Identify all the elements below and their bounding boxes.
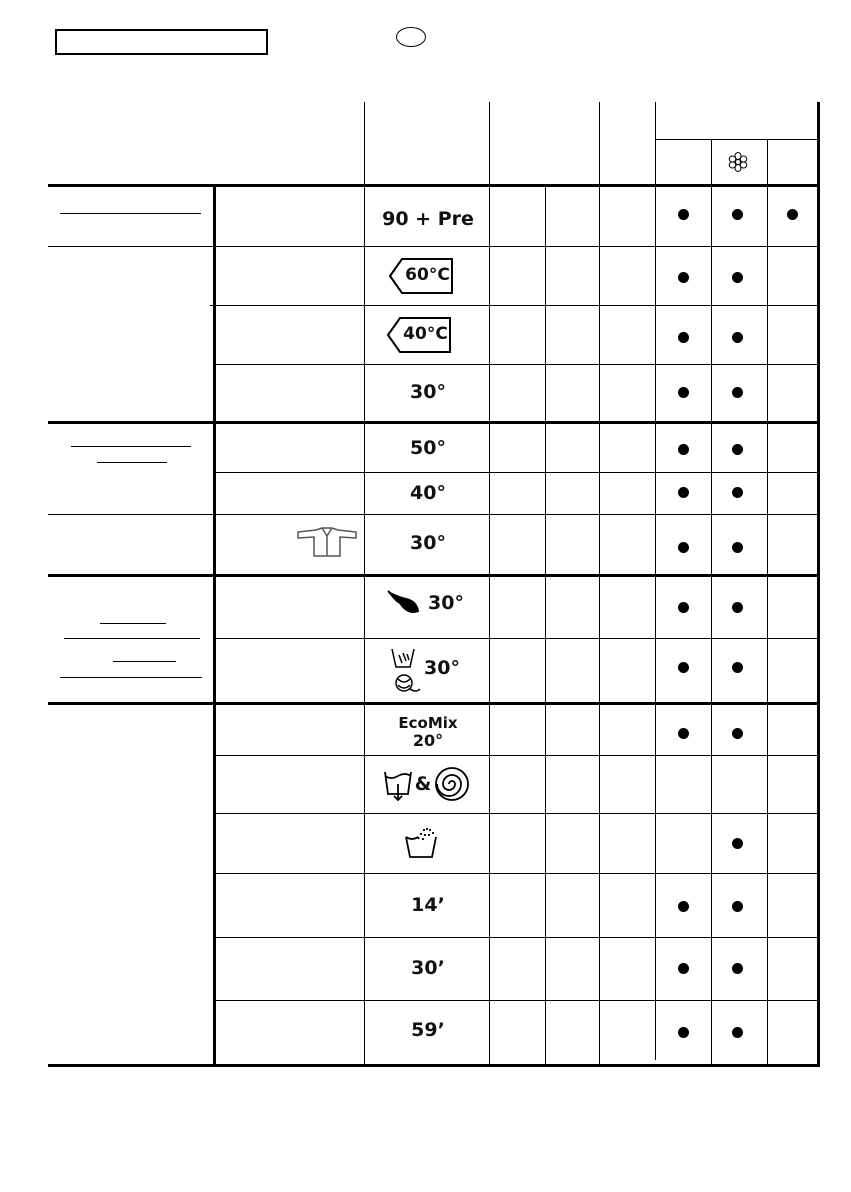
category-underline	[60, 213, 201, 214]
row-line	[215, 873, 820, 874]
section-rule-2	[48, 574, 820, 577]
program-label: 30°	[410, 381, 446, 403]
compartment-dot	[732, 901, 743, 912]
compartment-dot	[732, 444, 743, 455]
compartment-dot	[678, 662, 689, 673]
row-line	[210, 305, 820, 306]
col-divider-detergent-1	[711, 139, 712, 1064]
compartment-dot	[678, 387, 689, 398]
compartment-dot	[787, 209, 798, 220]
title-box	[55, 29, 268, 55]
category-underline	[113, 661, 176, 662]
compartment-dot	[678, 332, 689, 343]
compartment-dot	[732, 728, 743, 739]
language-badge	[396, 27, 426, 47]
row-line	[215, 364, 820, 365]
col-divider-program	[364, 102, 365, 1067]
compartment-dot	[678, 901, 689, 912]
compartment-dot	[678, 1027, 689, 1038]
row-line	[215, 638, 820, 639]
compartment-dot	[678, 487, 689, 498]
table-right-border	[817, 102, 820, 1067]
program-label: 40°	[410, 482, 446, 504]
program-label: &	[414, 773, 432, 795]
row-line	[215, 1000, 820, 1001]
program-label: 59’	[411, 1019, 445, 1041]
section-rule-3	[48, 702, 820, 705]
row-line	[48, 246, 820, 247]
program-label: 40°C	[403, 324, 448, 344]
compartment-dot	[732, 662, 743, 673]
program-label: 60°C	[405, 265, 450, 285]
compartment-dot	[732, 272, 743, 283]
program-label: 20°	[412, 731, 444, 750]
program-label: 30’	[411, 957, 445, 979]
compartment-dot	[732, 838, 743, 849]
col-divider-category	[213, 184, 216, 1067]
row-line	[215, 937, 820, 938]
table-bottom-rule	[48, 1064, 820, 1067]
program-label: 30°	[424, 657, 460, 679]
program-label: 14’	[411, 894, 445, 916]
col-divider-detergent-2	[767, 139, 768, 1064]
compartment-dot	[678, 444, 689, 455]
compartment-dot	[732, 332, 743, 343]
category-underline	[97, 462, 167, 463]
compartment-dot	[732, 487, 743, 498]
program-label: 30°	[428, 592, 464, 614]
category-underline	[100, 623, 166, 624]
compartment-dot	[732, 387, 743, 398]
category-underline	[64, 638, 200, 639]
program-label: 90 + Pre	[382, 208, 474, 230]
compartment-dot	[732, 963, 743, 974]
rinse-icon	[404, 825, 438, 859]
col-divider-spin	[599, 102, 600, 1064]
compartment-dot	[678, 602, 689, 613]
program-label: 50°	[410, 437, 446, 459]
col-divider-load	[545, 187, 546, 1064]
compartment-dot	[732, 542, 743, 553]
compartment-dot	[678, 728, 689, 739]
compartment-dot	[732, 602, 743, 613]
compartment-dot	[678, 963, 689, 974]
compartment-dot	[678, 272, 689, 283]
category-underline	[60, 677, 202, 678]
compartment-dot	[732, 209, 743, 220]
compartment-dot	[732, 1027, 743, 1038]
feather-icon	[386, 589, 422, 619]
flower-icon	[727, 151, 749, 173]
row-line	[48, 514, 820, 515]
row-line	[215, 813, 820, 814]
compartment-dot	[678, 209, 689, 220]
program-label: 30°	[410, 532, 446, 554]
row-line	[215, 755, 820, 756]
shirt-icon	[296, 526, 358, 558]
col-divider-duration	[655, 102, 656, 1060]
col-divider-temp	[489, 102, 490, 1067]
row-line	[215, 472, 820, 473]
header-bottom-rule	[48, 184, 820, 187]
compartment-dot	[678, 542, 689, 553]
program-label: EcoMix	[398, 714, 458, 732]
header-group-rule	[656, 139, 820, 140]
section-rule-1	[48, 421, 820, 424]
category-underline	[71, 446, 191, 447]
